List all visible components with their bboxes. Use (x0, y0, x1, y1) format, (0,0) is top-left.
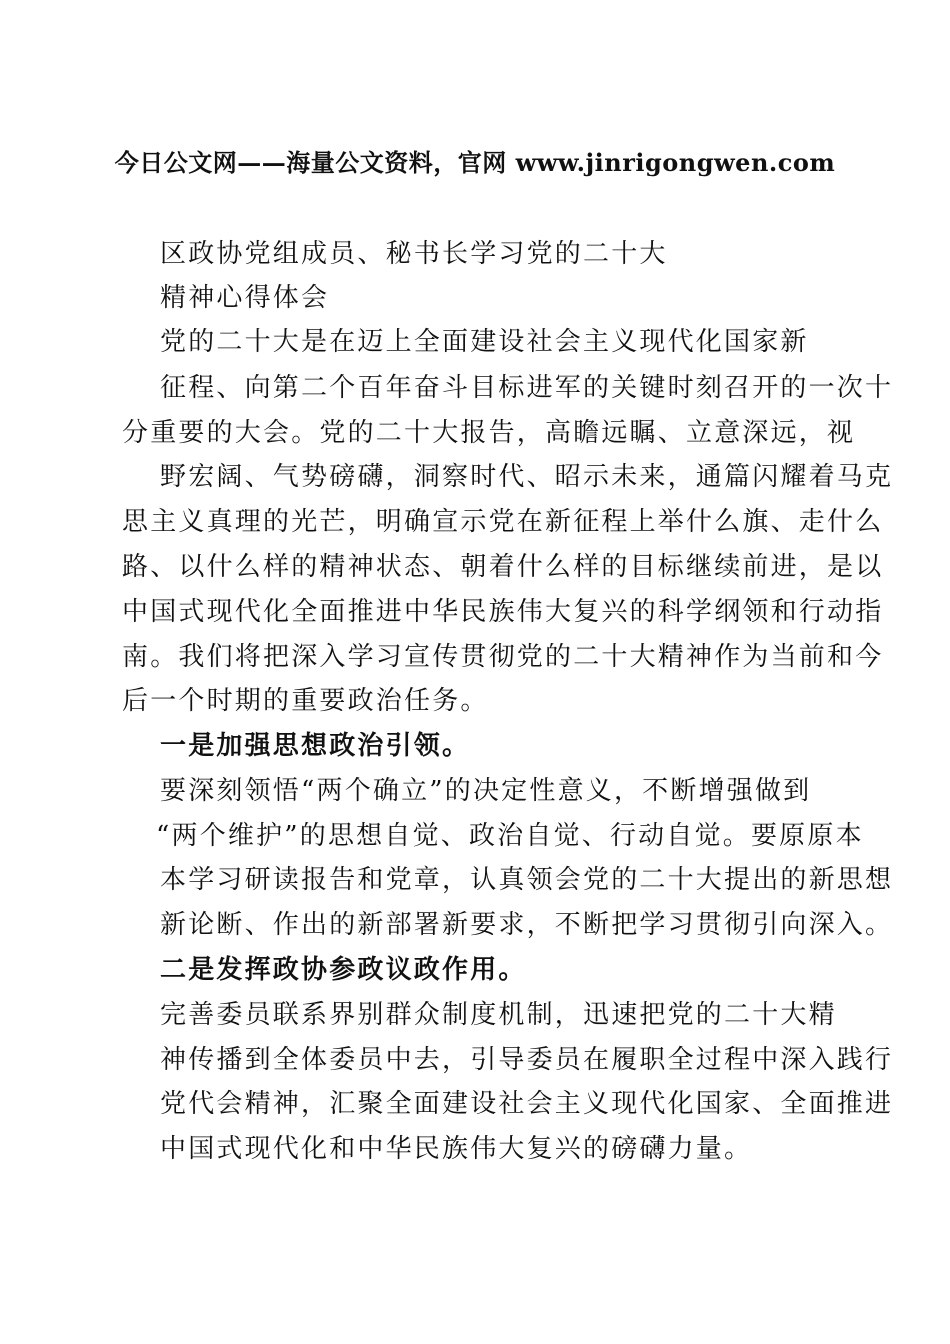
body-line: 本学习研读报告和党章，认真领会党的二十大提出的新思想 (160, 865, 894, 895)
body-line: 完善委员联系界别群众制度机制，迅速把党的二十大精 (160, 1000, 837, 1030)
body-line: 分重要的大会。党的二十大报告，高瞻远瞩、立意深远，视 (122, 418, 856, 448)
body-line: 新论断、作出的新部署新要求，不断把学习贯彻引向深入。 (160, 910, 894, 940)
body-line: 中国式现代化全面推进中华民族伟大复兴的科学纲领和行动指 (122, 597, 884, 627)
section-heading-2: 二是发挥政协参政议政作用。 (160, 955, 527, 985)
body-line: 党代会精神，汇聚全面建设社会主义现代化国家、全面推进 (160, 1089, 894, 1119)
body-line: 南。我们将把深入学习宣传贯彻党的二十大精神作为当前和今 (122, 642, 884, 672)
body-line: “两个维护”的思想自觉、政治自觉、行动自觉。要原原本 (156, 821, 864, 851)
body-line: 神传播到全体委员中去，引导委员在履职全过程中深入践行 (160, 1045, 894, 1075)
section-heading-1: 一是加强思想政治引领。 (160, 731, 471, 761)
body-line: 路、以什么样的精神状态、朝着什么样的目标继续前进，是以 (122, 552, 884, 582)
body-line: 后一个时期的重要政治任务。 (122, 686, 489, 716)
body-line: 中国式现代化和中华民族伟大复兴的磅礴力量。 (160, 1134, 753, 1164)
body-line: 野宏阔、气势磅礴，洞察时代、昭示未来，通篇闪耀着马克 (160, 462, 894, 492)
body-line: 要深刻领悟“两个确立”的决定性意义，不断增强做到 (160, 776, 812, 806)
body-line: 党的二十大是在迈上全面建设社会主义现代化国家新 (160, 327, 809, 357)
body-line: 征程、向第二个百年奋斗目标进军的关键时刻召开的一次十 (160, 373, 894, 403)
title-line-2: 精神心得体会 (160, 283, 330, 313)
title-line-1: 区政协党组成员、秘书长学习党的二十大 (160, 239, 668, 269)
site-header: 今日公文网——海量公文资料，官网 www.jinrigongwen.com (114, 148, 836, 177)
body-line: 思主义真理的光芒，明确宣示党在新征程上举什么旗、走什么 (122, 507, 884, 537)
